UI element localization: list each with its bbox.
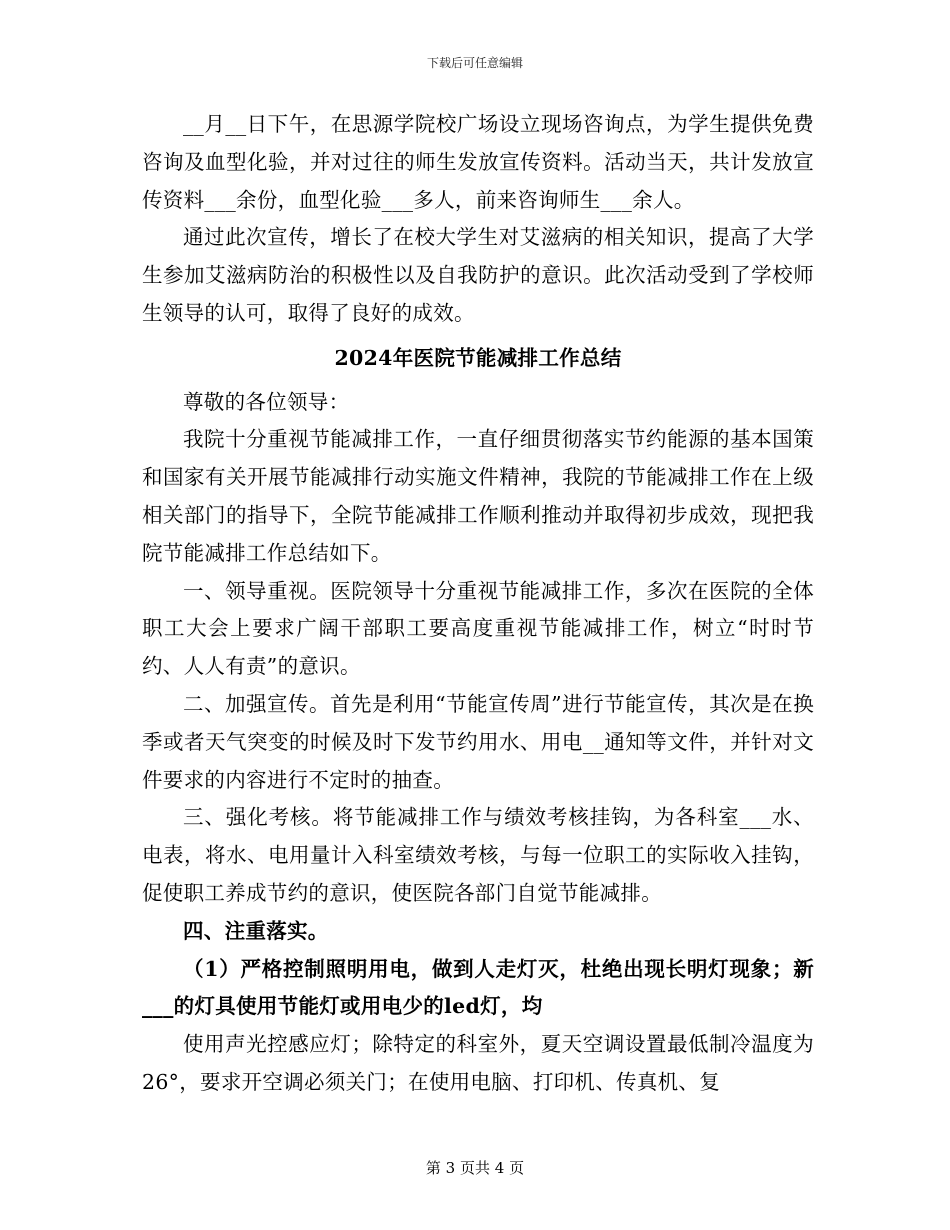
page-footer: 第 3 页共 4 页 xyxy=(425,1159,525,1177)
paragraph-lighting-control: （1）严格控制照明用电，做到人走灯灭，杜绝出现长明灯现象；新___的灯具使用节能灯或用电少的led灯，均 xyxy=(142,956,814,1019)
salutation: 尊敬的各位领导： xyxy=(183,389,350,414)
page-header: 下载后可任意编辑 xyxy=(426,56,523,70)
document-title: 2024年医院节能减排工作总结 xyxy=(334,345,622,370)
paragraph-leadership: 一、领导重视。医院领导十分重视节能减排工作，多次在医院的全体职工大会上要求广阔干部职工要高度重视节能减排工作，树立“时时节约、人人有责”的意识。 xyxy=(142,578,814,679)
paragraph-activity: __月__日下午，在思源学院校广场设立现场咨询点，为学生提供免费咨询及血型化验，并对过往的师生发放宣传资料。活动当天，共计发放宣传资料___余份，血型化验___多人，前来咨询师生___余人。 xyxy=(142,112,814,212)
paragraph-publicity: 二、加强宣传。首先是利用“节能宣传周”进行节能宣传，其次是在换季或者天气突变的时候及时下发节约用水、用电__通知等文件，并针对文件要求的内容进行不定时的抽查。 xyxy=(142,691,814,792)
document-body xyxy=(142,106,814,1102)
paragraph-intro: 我院十分重视节能减排工作，一直仔细贯彻落实节约能源的基本国策和国家有关开展节能减排行动实施文件精神，我院的节能减排工作在上级相关部门的指导下，全院节能减排工作顺利推动并取得初步成效，现把我院节能减排工作总结如下。 xyxy=(142,427,814,565)
section-heading-implementation: 四、注重落实。 xyxy=(183,918,329,943)
paragraph-assessment: 三、强化考核。将节能减排工作与绩效考核挂钩，为各科室___水、电表，将水、电用量计入科室绩效考核，与每一位职工的实际收入挂钩，促使职工养成节约的意识，使医院各部门自觉节能减排。 xyxy=(142,805,814,905)
paragraph-outcome: 通过此次宣传，增长了在校大学生对艾滋病的相关知识，提高了大学生参加艾滋病防治的积极性以及自我防护的意识。此次活动受到了学校师生领导的认可，取得了良好的成效。 xyxy=(142,225,814,325)
paragraph-sensor-lights: 使用声光控感应灯；除特定的科室外，夏天空调设置最低制冷温度为26°，要求开空调必须关门；在使用电脑、打印机、传真机、复 xyxy=(142,1032,814,1094)
